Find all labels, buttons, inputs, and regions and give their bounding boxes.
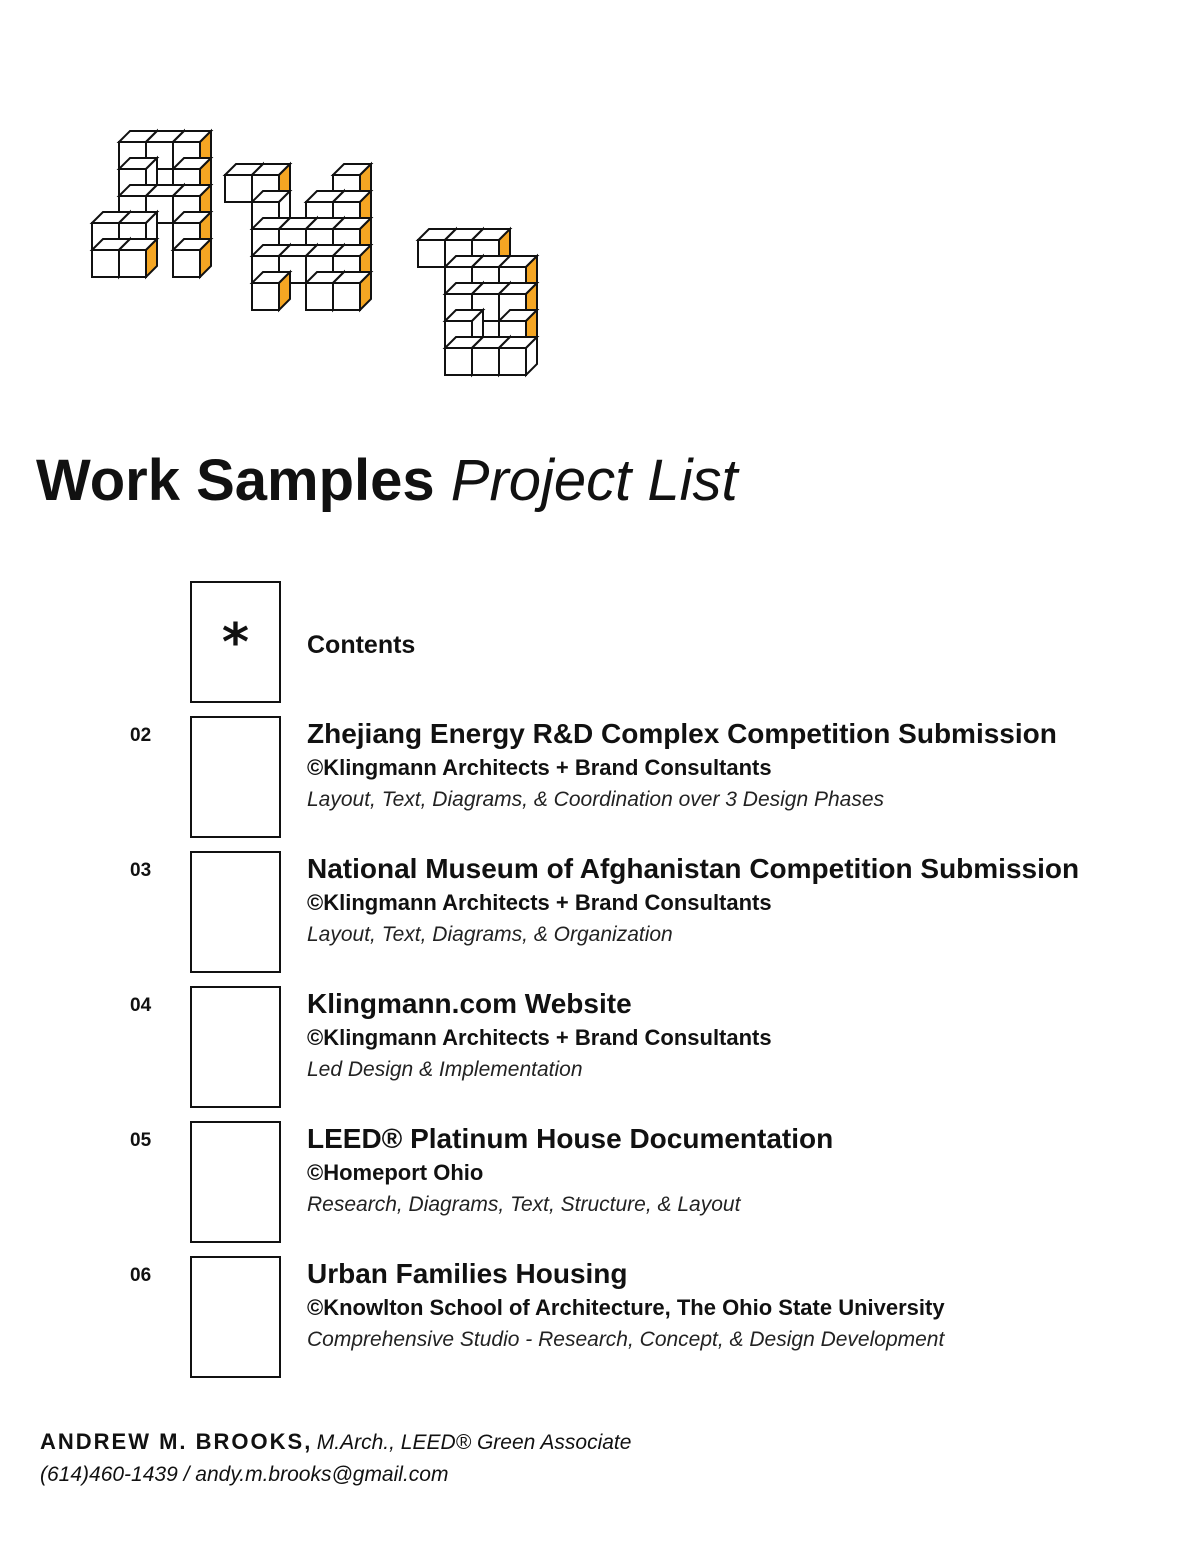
project-role: Led Design & Implementation bbox=[307, 1058, 583, 1081]
author-footer bbox=[40, 1429, 631, 1487]
page-number: 04 bbox=[130, 995, 152, 1016]
project-credit: ©Knowlton School of Architecture, The Ohio State University bbox=[307, 1295, 945, 1320]
project-entry bbox=[307, 1256, 945, 1356]
project-title: Zhejiang Energy R&D Complex Competition Submission bbox=[307, 718, 1057, 749]
project-credit: ©Klingmann Architects + Brand Consultants bbox=[307, 1025, 772, 1050]
contents-box bbox=[190, 581, 281, 703]
project-credit: ©Homeport Ohio bbox=[307, 1160, 484, 1185]
project-credit: ©Klingmann Architects + Brand Consultants bbox=[307, 755, 772, 780]
project-thumbnail-box bbox=[190, 716, 281, 838]
project-credit: ©Klingmann Architects + Brand Consultants bbox=[307, 890, 772, 915]
asterisk-icon: * bbox=[221, 613, 250, 673]
author-contact: (614)460-1439 / andy.m.brooks@gmail.com bbox=[40, 1463, 449, 1486]
logo-cube bbox=[173, 239, 211, 277]
page-number: 05 bbox=[130, 1130, 152, 1151]
project-title: Klingmann.com Website bbox=[307, 988, 632, 1019]
project-thumbnail-box bbox=[190, 851, 281, 973]
author-name: ANDREW M. BROOKS, bbox=[40, 1429, 313, 1454]
page-number: 06 bbox=[130, 1265, 152, 1286]
title-italic: Project List bbox=[450, 448, 738, 513]
project-entry bbox=[307, 716, 1057, 816]
logo-cube bbox=[499, 337, 537, 375]
project-entry bbox=[307, 1121, 833, 1221]
title-bold: Work Samples bbox=[36, 448, 435, 513]
project-title: Urban Families Housing bbox=[307, 1258, 628, 1289]
project-title: National Museum of Afghanistan Competition Submission bbox=[307, 853, 1080, 884]
project-thumbnail-box bbox=[190, 1256, 281, 1378]
project-title: LEED® Platinum House Documentation bbox=[307, 1123, 834, 1154]
project-entry bbox=[307, 986, 772, 1086]
logo-cube bbox=[333, 272, 371, 310]
project-thumbnail-box bbox=[190, 1121, 281, 1243]
project-role: Comprehensive Studio - Research, Concept, & Design Development bbox=[307, 1328, 945, 1351]
project-thumbnail-box bbox=[190, 986, 281, 1108]
project-role: Layout, Text, Diagrams, & Organization bbox=[307, 923, 673, 946]
logo-cube bbox=[119, 239, 157, 277]
page-title bbox=[36, 448, 738, 513]
contents-label: Contents bbox=[307, 631, 416, 659]
amb-cube-logo bbox=[80, 115, 580, 415]
project-role: Layout, Text, Diagrams, & Coordination over 3 Design Phases bbox=[307, 788, 885, 811]
page-number: 03 bbox=[130, 860, 152, 881]
logo-cube bbox=[252, 272, 290, 310]
project-role: Research, Diagrams, Text, Structure, & Layout bbox=[307, 1193, 741, 1216]
page-number: 02 bbox=[130, 725, 152, 746]
project-entry bbox=[307, 851, 1079, 951]
author-credentials: M.Arch., LEED® Green Associate bbox=[316, 1431, 632, 1454]
